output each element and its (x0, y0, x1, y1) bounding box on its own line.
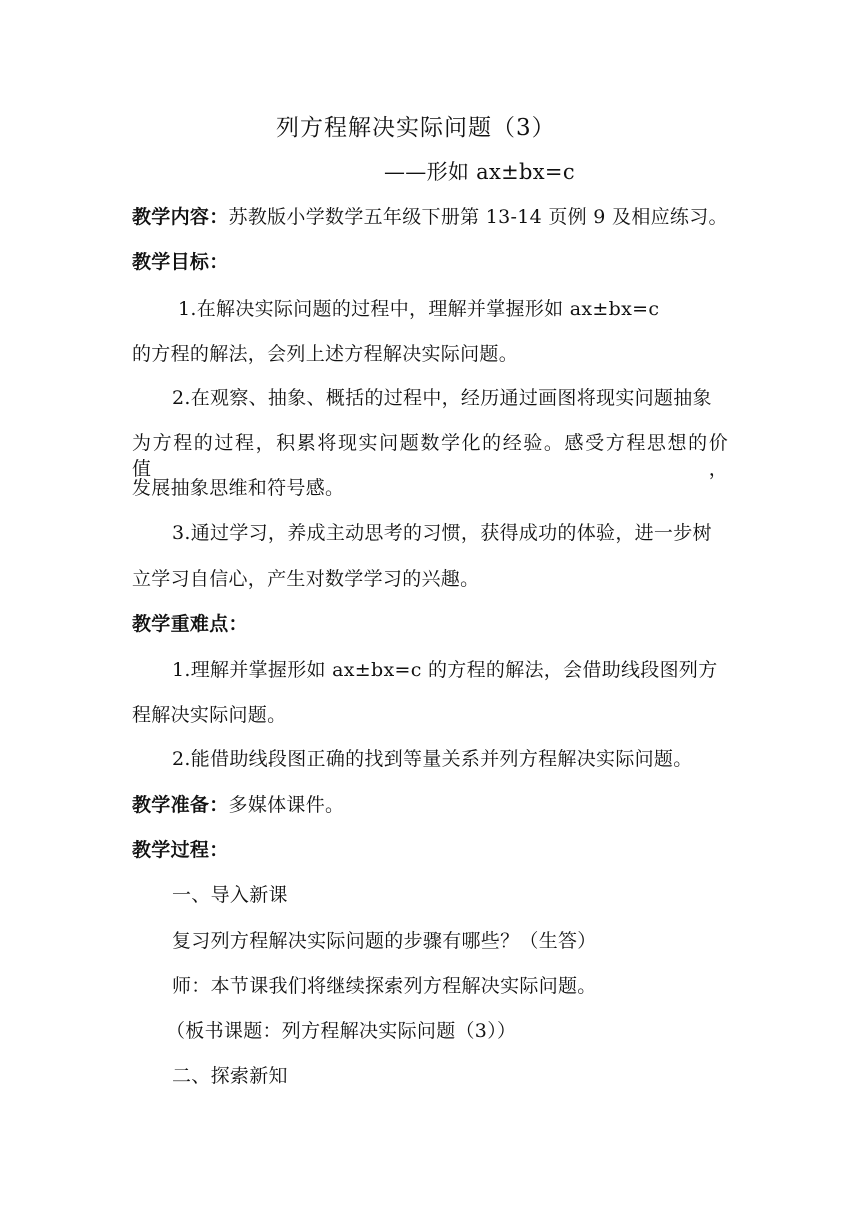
document-title: 列方程解决实际问题（3） (276, 115, 556, 141)
document-subtitle: ——形如 ax±bx=c (384, 160, 575, 184)
teaching-content-label: 教学内容： (132, 206, 229, 228)
objective-2-line-1: 2.在观察、抽象、概括的过程中，经历通过画图将现实问题抽象 (172, 387, 712, 409)
preparation-row (132, 792, 344, 818)
process-section-1: 一、导入新课 (172, 884, 288, 906)
process-teacher: 师：本节课我们将继续探索列方程解决实际问题。 (172, 975, 597, 997)
objective-1-line-1: 1.在解决实际问题的过程中，理解并掌握形如 ax±bx=c (178, 298, 660, 320)
process-board: （板书课题：列方程解决实际问题（3）） (166, 1020, 517, 1042)
objectives-heading: 教学目标： (132, 251, 229, 273)
process-review: 复习列方程解决实际问题的步骤有哪些？（生答） (172, 930, 597, 952)
objective-2-line-2: 为方程的过程，积累将现实问题数学化的经验。感受方程思想的价值， (132, 432, 728, 480)
key-point-1-line-2: 程解决实际问题。 (132, 704, 287, 726)
teaching-content-row (132, 204, 728, 230)
process-heading: 教学过程： (132, 839, 229, 861)
preparation-text: 多媒体课件。 (228, 794, 345, 816)
key-point-1-line-1: 1.理解并掌握形如 ax±bx=c 的方程的解法，会借助线段图列方 (172, 659, 718, 681)
preparation-label: 教学准备： (132, 794, 229, 816)
process-section-2: 二、探索新知 (172, 1065, 288, 1087)
objective-1-line-2: 的方程的解法，会列上述方程解决实际问题。 (132, 343, 519, 365)
key-points-heading: 教学重难点： (132, 613, 248, 635)
objective-3-line-2: 立学习自信心，产生对数学学习的兴趣。 (132, 568, 480, 590)
objective-3-line-1: 3.通过学习，养成主动思考的习惯，获得成功的体验，进一步树 (172, 522, 712, 544)
teaching-content-text: 苏教版小学数学五年级下册第 13-14 页例 9 及相应练习。 (228, 206, 728, 228)
objective-2-line-3: 发展抽象思维和符号感。 (132, 477, 345, 499)
key-point-2: 2.能借助线段图正确的找到等量关系并列方程解决实际问题。 (172, 748, 693, 770)
